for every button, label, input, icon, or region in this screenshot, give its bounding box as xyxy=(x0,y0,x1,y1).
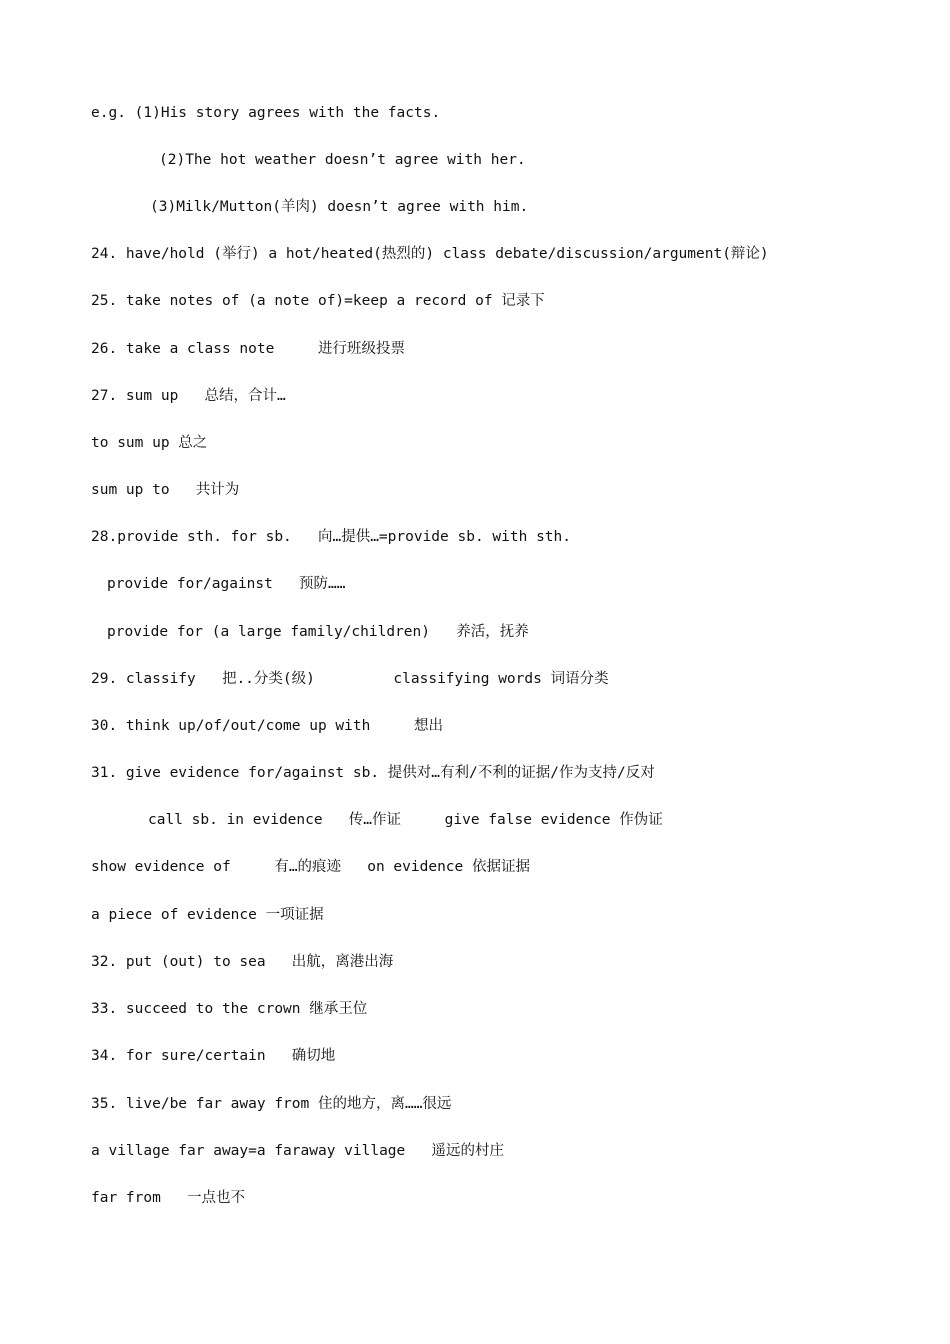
example-line-3: (3)Milk/Mutton(羊肉) doesn’t agree with him. xyxy=(150,199,529,215)
entry-27-sub-1: to sum up 总之 xyxy=(91,435,208,451)
entry-28-sub-2: provide for (a large family/children) 养活，抚养 xyxy=(107,624,529,640)
entry-31-sub-3: a piece of evidence 一项证据 xyxy=(91,907,324,923)
entry-29: 29. classify 把..分类(级) classifying words 词语分类 xyxy=(91,671,609,687)
entry-35-sub-1: a village far away=a faraway village 遥远的村庄 xyxy=(91,1143,504,1159)
example-line-1: e.g. (1)His story agrees with the facts. xyxy=(91,105,441,121)
entry-32: 32. put (out) to sea 出航，离港出海 xyxy=(91,954,394,970)
entry-28-sub-1: provide for/against 预防…… xyxy=(107,576,346,592)
entry-34: 34. for sure/certain 确切地 xyxy=(91,1048,336,1064)
entry-35-sub-2: far from 一点也不 xyxy=(91,1190,246,1206)
entry-25: 25. take notes of (a note of)=keep a record of 记录下 xyxy=(91,293,545,309)
entry-27: 27. sum up 总结，合计… xyxy=(91,388,286,404)
entry-30: 30. think up/of/out/come up with 想出 xyxy=(91,718,444,734)
entry-31-sub-2: show evidence of 有…的痕迹 on evidence 依据证据 xyxy=(91,859,530,875)
example-line-2: (2)The hot weather doesn’t agree with her. xyxy=(159,152,526,168)
entry-24: 24. have/hold (举行) a hot/heated(热烈的) class debate/discussion/argument(辩论) xyxy=(91,246,769,262)
entry-31: 31. give evidence for/against sb. 提供对…有利/不利的证据/作为支持/反对 xyxy=(91,765,655,781)
entry-26: 26. take a class note 进行班级投票 xyxy=(91,341,405,357)
entry-35: 35. live/be far away from 住的地方，离……很远 xyxy=(91,1096,452,1112)
entry-31-sub-1: call sb. in evidence 传…作证 give false evidence 作伪证 xyxy=(148,812,663,828)
entry-28: 28.provide sth. for sb. 向…提供…=provide sb. with sth. xyxy=(91,529,571,545)
entry-33: 33. succeed to the crown 继承王位 xyxy=(91,1001,368,1017)
entry-27-sub-2: sum up to 共计为 xyxy=(91,482,240,498)
